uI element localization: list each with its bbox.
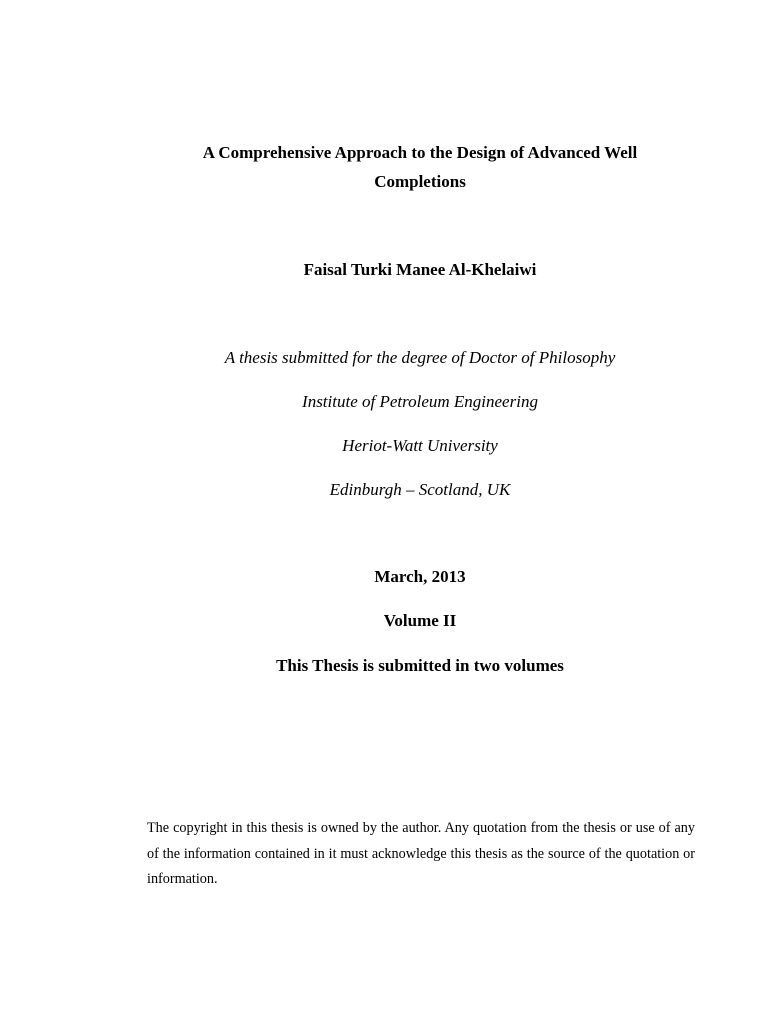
- location: Edinburgh – Scotland, UK: [329, 480, 511, 499]
- institute-name: Institute of Petroleum Engineering: [302, 392, 538, 411]
- university-name: Heriot-Watt University: [342, 436, 498, 455]
- degree-statement: A thesis submitted for the degree of Doctor of Philosophy: [224, 348, 616, 367]
- thesis-title-line-1: A Comprehensive Approach to the Design of Advanced Well: [202, 143, 638, 162]
- thesis-title-line-2: Completions: [374, 172, 466, 191]
- copyright-statement: The copyright in this thesis is owned by the author. Any quotation from the thesis or use of any of the information contained in it must acknowledge this thesis as the source of the quotation or information.: [147, 820, 695, 887]
- submission-date: March, 2013: [374, 567, 466, 586]
- volume-label: Volume II: [383, 611, 457, 630]
- volumes-note: This Thesis is submitted in two volumes: [276, 656, 564, 675]
- author-name: Faisal Turki Manee Al-Khelaiwi: [303, 260, 537, 279]
